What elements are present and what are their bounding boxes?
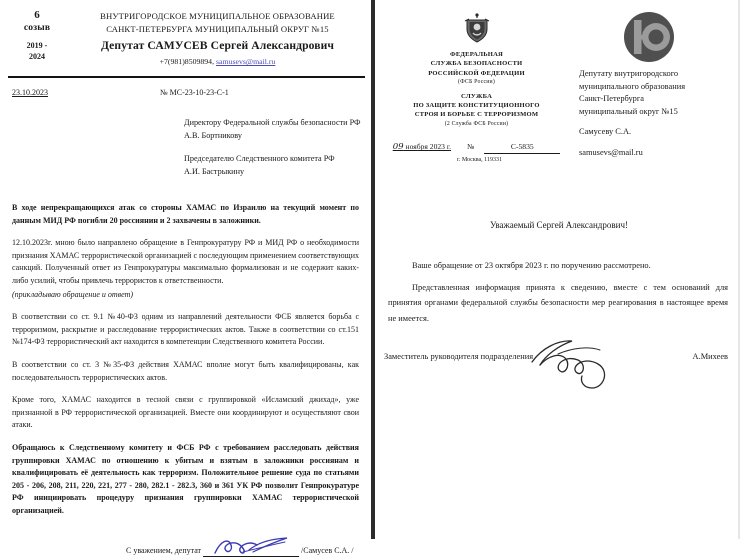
addressee-1-title: Директору Федеральной службы безопасности РФ (184, 118, 361, 127)
addressee-2-title: Председателю Следственного комитета РФ (184, 154, 335, 163)
reference-city: г. Москва, 119331 (457, 157, 502, 164)
municipality-line-2: САНКТ-ПЕТЕРБУРГА МУНИЦИПАЛЬНЫЙ ОКРУГ №15 (106, 24, 329, 34)
right-addressee-line-3: Санкт-Петербурга (579, 94, 644, 104)
right-addressee-line-4: муниципальный округ №15 (579, 106, 678, 116)
addressee-2-name: А.И. Бастрыкину (184, 167, 245, 176)
left-letterhead (6, 7, 367, 68)
org-line-2: СЛУЖБА БЕЗОПАСНОСТИ (430, 60, 523, 68)
right-addressee-line-2: муниципального образования (579, 81, 686, 91)
reference-line (384, 141, 569, 154)
left-body (6, 202, 367, 517)
convocation-word: созыв (23, 23, 51, 33)
right-header (384, 7, 734, 163)
body-paragraph: 12.10.2023г. мною было направлено обращение в Генпрокуратуру РФ и МИД РФ о необходимости признания ХАМАС террористической организацией с последующим применением соответствующих санкций. Полученный ответ из Генпрокуратуры максимально формализован и не содержит каких-либо усилий, чтобы привлечь террористов к ответственности. (12, 238, 359, 285)
right-signature-title: Заместитель руководителя подразделения (384, 352, 534, 362)
page-divider (371, 0, 375, 539)
reference-number-label: № (467, 142, 475, 152)
right-greeting: Уважаемый Сергей Александрович! (490, 220, 628, 231)
document-number: № МС-23-10-23-С-1 (160, 88, 229, 97)
reference-day-handwritten: 09 (392, 142, 404, 153)
phone-number: +7(981)8509894, (159, 57, 215, 66)
convocation-number: 6 (34, 9, 40, 21)
convocation-year-end: 2024 (29, 52, 45, 61)
municipality-line-1: ВНУТРИГОРОДСКОЕ МУНИЦИПАЛЬНОЕ ОБРАЗОВАНИЕ (100, 11, 335, 21)
right-addressee (579, 68, 734, 160)
document-date: 23.10.2023 (12, 88, 48, 97)
body-paragraph: В соответствии со ст. 3 №35-ФЗ действия ХАМАС вполне могут быть квалифицированы, как последовательность террористических актов. (12, 359, 359, 382)
convocation-year-start: 2019 - (26, 41, 48, 50)
addressee-block-2 (184, 152, 367, 178)
right-addressee-block (569, 7, 734, 160)
right-signature-name: А.Михеев (692, 352, 728, 362)
org-line-8: (2 Служба ФСБ России) (444, 120, 509, 127)
right-addressee-line-1: Депутату внутригородского (579, 69, 679, 78)
fsb-organization-name (384, 50, 569, 129)
addressee-org (579, 68, 734, 118)
right-signature-line (384, 350, 734, 363)
right-document (376, 0, 740, 539)
org-line-7: СТРОЯ И БОРЬБЕ С ТЕРРОРИЗМОМ (414, 111, 539, 119)
deputy-title: Депутат САМУСЕВ Сергей Александрович (100, 39, 335, 52)
right-addressee-email[interactable]: samusevs@mail.ru (579, 147, 643, 157)
fsb-emblem-icon (464, 13, 490, 43)
signature-name: /Самусев С.А. / (301, 546, 354, 556)
body-paragraph: Кроме того, ХАМАС находится в тесной связи с группировкой «Исламский джихад», уже признанной в РФ террористической организацией. Вместе они координируют и осуществляют свои атаки. (12, 395, 359, 430)
body-paragraph: В ходе непрекращающихся атак со стороны ХАМАС по Израилю на текущий момент по данным МИД РФ погибли 20 россиянин и 2 захвачены в заложники. (12, 203, 359, 225)
letterhead-titles (68, 7, 367, 68)
right-addressee-name: Самусеву С.А. (579, 127, 632, 137)
signature-ink-icon (209, 536, 295, 558)
reference-date-rest: ноября 2023 г. (405, 142, 452, 152)
org-line-1: ФЕДЕРАЛЬНАЯ (449, 51, 504, 58)
handwritten-signature (203, 543, 299, 557)
municipality-logo-icon (623, 11, 675, 63)
org-line-4: (ФСБ России) (458, 79, 495, 86)
document-meta (6, 87, 367, 99)
right-handwritten-signature (528, 338, 638, 396)
left-signature-line (6, 543, 367, 557)
signature-prefix: С уважением, депутат (126, 546, 202, 556)
right-paragraph: Представленная информация принята к сведению, вместе с тем оснований для принятия органами федеральной службы безопасности мер реагирования в настоящее время не имеется. (388, 282, 728, 323)
body-paragraph: В соответствии со ст. 9.1 №40-ФЗ одним из направлений деятельности ФСБ является борьба с терроризмом, раскрытие и расследование террористических актов. Также в соответствии со ст.151 №174-ФЗ террористический акт находится в компетенции Следственного комитета России. (12, 312, 359, 347)
convocation-years (6, 40, 68, 62)
org-line-6: ПО ЗАЩИТЕ КОНСТИТУЦИОННОГО (413, 102, 540, 110)
body-paragraph-note: (прикладываю обращение и ответ) (12, 289, 134, 299)
addressee-block-1 (184, 116, 367, 142)
contact-line (68, 55, 367, 68)
email-link[interactable]: samusevs@mail.ru (216, 57, 276, 66)
reference-date (393, 141, 451, 153)
right-paragraph: Ваше обращение от 23 октября 2023 г. по поручению рассмотрено. (412, 261, 651, 271)
body-paragraph: Обращаюсь к Следственному комитету и ФСБ РФ с требованием расследовать действия группировки ХАМАС по отношению к убитым и взятым в заложники россиянам и квалифицировать её деятельность как терроризм. Положительное решение суда по статьями 205 - 206, 208, 211, 220, 221, 277 - 280, 282.1 - 282.3, 360 и 361 УК РФ позволит Генпрокуратуре РФ инициировать процедуру признания группировки ХАМАС террористической организацией. (12, 442, 359, 515)
letterhead-rule (8, 76, 365, 78)
right-body (384, 258, 734, 326)
reference-number-value: С-5835 (484, 141, 560, 154)
addressee-1-name: А.В. Бортникову (184, 131, 242, 140)
convocation-block (6, 7, 68, 62)
signature-ink-icon (528, 338, 638, 392)
left-addressee (6, 116, 367, 178)
org-line-3: РОССИЙСКОЙ ФЕДЕРАЦИИ (428, 69, 525, 77)
org-line-5: СЛУЖБА (460, 92, 493, 100)
fsb-letterhead (384, 7, 569, 163)
